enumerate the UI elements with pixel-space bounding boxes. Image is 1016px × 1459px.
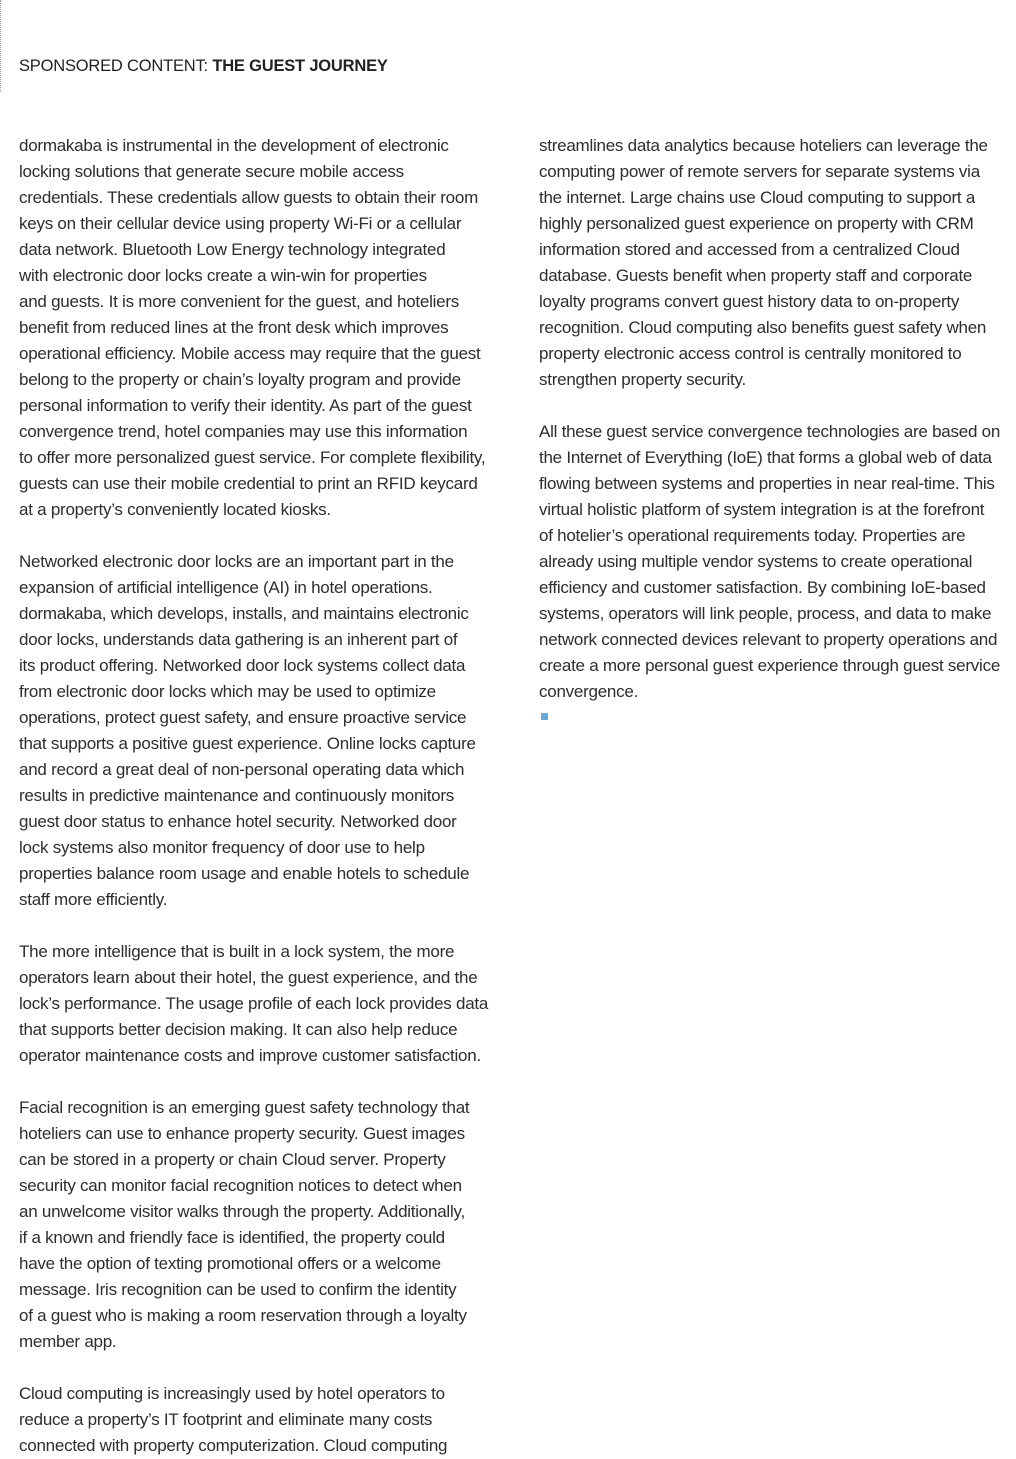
paragraph-lock-intelligence: The more intelligence that is built in a lock system, the more operators learn about their hotel, the guest experience, and the lock’s performance. The usage profile of each lock provides data that supports better decision making. It can also help reduce operator maintenance costs and improve customer satisfaction. bbox=[19, 942, 489, 1065]
section-header bbox=[19, 57, 388, 76]
paragraph-facial-recognition: Facial recognition is an emerging guest safety technology that hoteliers can use to enhance property security. Guest images can be stored in a property or chain Cloud server. Property security can monitor facial recognition notices to detect when an unwelcome visitor walks through the property. Additionally, if a known and friendly face is identified, the property could have the option of texting promotional offers or a welcome message. Iris recognition can be used to confirm the identity of a guest who is making a room reservation through a loyalty member app. bbox=[19, 1098, 470, 1351]
header-label: SPONSORED CONTENT: bbox=[19, 57, 213, 75]
header-title: THE GUEST JOURNEY bbox=[212, 57, 388, 75]
paragraph-mobile-access: dormakaba is instrumental in the development of electronic locking solutions that generate secure mobile access credentials. These credentials allow guests to obtain their room keys on their cellular device using property Wi-Fi or a cellular data network. Bluetooth Low Energy technology integrated with electronic door locks create a win-win for properties and guests. It is more convenient for the guest, and hoteliers benefit from reduced lines at the front desk which improves operational efficiency. Mobile access may require that the guest belong to the property or chain’s loyalty program and provide personal information to verify their identity. As part of the guest convergence trend, hotel companies may use this information to offer more personalized guest service. For complete flexibility, guests can use their mobile credential to print an RFID keycard at a property’s conveniently located kiosks. bbox=[19, 136, 486, 519]
paragraph-internet-of-everything: All these guest service convergence technologies are based on the Internet of Everything (IoE) that forms a global web of data flowing between systems and properties in near real-time. This virtual holistic platform of system integration is at the forefront of hotelier’s operational requirements today. Properties are already using multiple vendor systems to create operational efficiency and customer satisfaction. By combining IoE-based systems, operators will link people, process, and data to make network connected devices relevant to property operations and create a more personal guest experience through guest service convergence. bbox=[539, 422, 1001, 701]
page-edge-divider bbox=[0, 0, 1, 92]
paragraph-cloud-computing-start: Cloud computing is increasingly used by hotel operators to reduce a property’s IT footprint and eliminate many costs connected with property computerization. Cloud computing bbox=[19, 1384, 448, 1455]
article-end-mark bbox=[541, 713, 548, 720]
paragraph-cloud-computing-continued: streamlines data analytics because hoteliers can leverage the computing power of remote servers for separate systems via the internet. Large chains use Cloud computing to support a highly personalized guest experience on property with CRM information stored and accessed from a centralized Cloud database. Guests benefit when property staff and corporate loyalty programs convert guest history data to on-property recognition. Cloud computing also benefits guest safety when property electronic access control is centrally monitored to strengthen property security. bbox=[539, 136, 988, 389]
article-column-left bbox=[19, 133, 507, 1459]
paragraph-networked-locks: Networked electronic door locks are an important part in the expansion of artificial intelligence (AI) in hotel operations. dormakaba, which develops, installs, and maintains electronic door locks, understands data gathering is an inherent part of its product offering. Networked door lock systems collect data from electronic door locks which may be used to optimize operations, protect guest safety, and ensure proactive service that supports a positive guest experience. Online locks capture and record a great deal of non-personal operating data which results in predictive maintenance and continuously monitors guest door status to enhance hotel security. Networked door lock systems also monitor frequency of door use to help properties balance room usage and enable hotels to schedule staff more efficiently. bbox=[19, 552, 476, 909]
article-column-right bbox=[539, 133, 1016, 720]
